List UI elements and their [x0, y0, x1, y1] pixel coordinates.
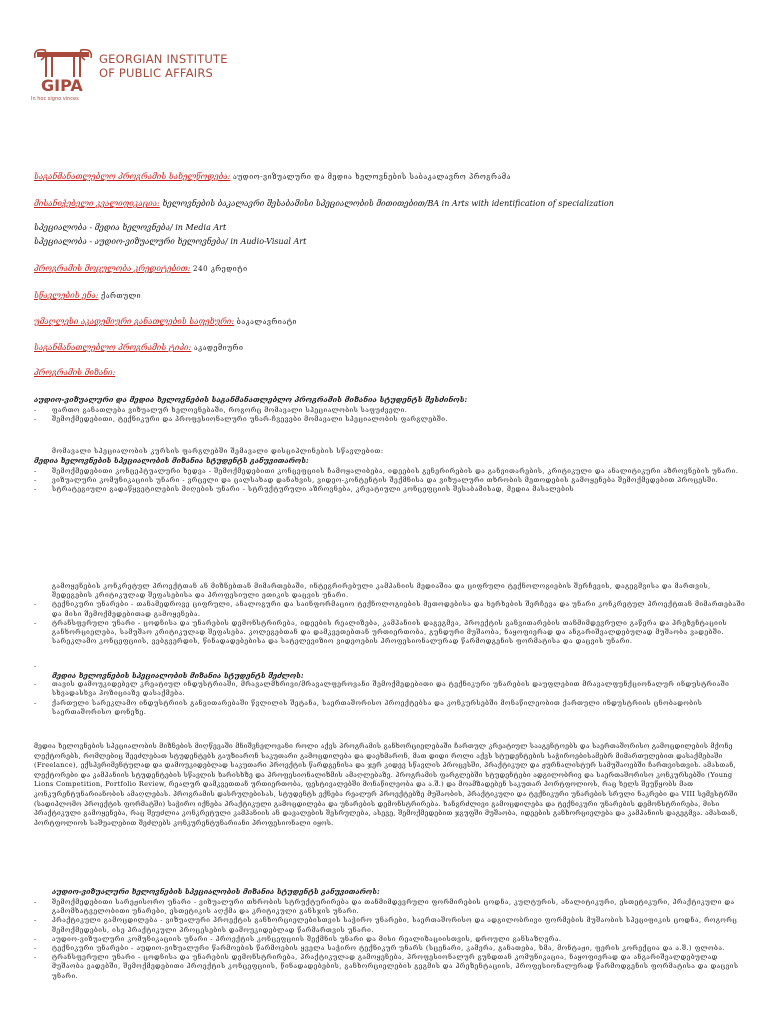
av-list [34, 898, 746, 981]
specialization-2: სპეციალობა - აუდიო-ვიზუალური ხელოვნება/ in Audio-Visual Art [34, 237, 307, 246]
media-list-continued [34, 582, 746, 646]
language-row [34, 291, 141, 301]
degree-row [34, 199, 614, 209]
logo-text [99, 52, 228, 80]
av-heading: აუდიო-ვიზუალური ხელოვნების სპეციალობის მიზანია სტუდენტს განუვითაროს: [52, 887, 380, 896]
list-item: - თავის დამოუკიდებელ კრეატიულ ინდუსტრიაში, მრავალმხრივი/მრავალფეროვანი შემოქმედებითი და ტექნიკური უნარების დაუფლებით მრავალფუნქციონალურ ინდუსტრიაში სხვადასხვა პოზიციაზე დასაქმება. [34, 680, 746, 698]
program-name-label: საგანმანათლებლო პროგრამის სახელწოდება: [34, 172, 231, 181]
list-item: - შემოქმედებითი კონცეპტუალური ხედვა - შემოქმედებითი კონცეფციის ჩამოყალიბება, იდეების გენერირების და განვითარების, კრიტიკული და ანალიტიკური აზროვნების უნარი. [34, 467, 746, 476]
list-item: - ტრანსფერული უნარი - ცოდნისა და უნარების დემონსტრირება, იდეების რეალიზება, კამპანიის დაგეგმვა, პროექტის განვითარების თანმიმდევრული გაწერა და პრეზენტაციის განხორციელება, სამუშაო კრიტიკულად შეფასება. კოლეგებთან და დამკვეთებთან ურთიერთობა, გუნდური მუშაობა, ნაყოფიერად და ანგარიშვალდებულად მუშაობა ვადებში. სარეკლამო კონცეფციის, ვებგვერდის, წინადადებებისა და სატელევიზიო ვიდეოების პროფესიონალურად წარმოდგენის ფორმატისა და დაცვის უნარი. [34, 619, 746, 647]
credits-row [34, 264, 248, 274]
media-list [34, 467, 746, 495]
list-item-continuation: გამოყენების კონკრეტულ პროექტთან ან მიზნებთან მიმართებაში, ინტეგრირებული კამპანიის მედიაშია და ციფრული ტექნოლოგიების შერჩევის, დაგეგმვისა და მართვის, შედეგების კრიტიკულად შეფასებისა და პროფესიული ეთიკის დაცვის უნარი. [52, 582, 711, 600]
credits-label: პროგრამის მოცულობა კრედიტებით: [34, 264, 191, 273]
logo-tagline: In hoc signo vinces [31, 96, 79, 102]
list-item: - ტექნიკური უნარები - თანამედროვე ციფრული, ანალოგური და საინფორმაციო ტექნოლოგიების მეთოდებისა და ხერხების შერჩევა და უნარი კონკრეტულ პროექტთან მიმართებაში და მისი შემოქმედებითად გამოყენება. [34, 600, 746, 618]
list-item: - აუდიო-ვიზუალური კომუნიკაციის უნარი - პროექტის კონცეფციის შექმნის უნარი და მისი რეალიზაციისთვის, დროული განსაზღვრა. [34, 935, 746, 944]
list-item: - სტრატეგიული გადაწყვეტილების მიღების უნარი - სტრუქტურული აზროვნება, კრეატიული კონცეფციის შესაბამისად, მედია მასალების [34, 485, 746, 494]
list-item: - შემოქმედებითი სარეჟისორო უნარი - ვიზუალური თხრობის სტრუქტურირება და თანმიმდევრული ფორმირების ცოდნა, კულტურის, ანალიტიკური, ესთეტიკური, პრაქტიკული და გამომხატველობითი უნარები, ესთეტიკის აღქმა და კრიტიკული განსჯის უნარი. [34, 898, 746, 916]
list-item: - ქართული სარეკლამო ინდუსტრიის განვითარებაში წვლილის შეტანა, საერთაშორისო პროექტებსა და კონკურსებში მონაწილეობით ქართული ინდუსტრიის ცნობადობის საერთაშორისო დონეზე. [34, 699, 746, 717]
degree-label: მისანიჭებელი კვალიფიკაცია: [34, 199, 160, 208]
list-item: - შემოქმედებითი, ტექნიკური და პროფესიონალური უნარ-ჩვევები მომავალი სპეციალობის ფარგლებში. [34, 415, 746, 424]
list-item-empty [34, 662, 746, 671]
list-item: - ფართო განათლება ვიზუალურ ხელოვნებაში, როგორც მომავალი სპეციალობის საფუძველი. [34, 406, 746, 415]
goals-label: პროგრამის მიზანი: [34, 368, 116, 377]
media-paragraph [34, 742, 738, 828]
program-type-value: აკადემიური [193, 344, 244, 352]
media-heading: მედია ხელოვნების სპეციალობის მიზანია სტუდენტს განუვითაროს: [34, 456, 309, 465]
specialization-1: სპეციალობა - მედია ხელოვნება/ in Media Art [34, 223, 227, 232]
degree-value: ხელოვნების ბაკალავრი შესაბამისი სპეციალობის მითითებით/BA in Arts with identification of specialization [162, 199, 614, 208]
media-text: მომავალი სპეციალობის კურსის ფარგლებში შემავალი დისციპლინების სწავლებით: [52, 447, 384, 455]
program-name-value: აუდიო-ვიზუალური და მედია ხელოვნების საბაკალავრო პროგრამა [232, 173, 511, 181]
goals-intro: აუდიო-ვიზუალური და მედია ხელოვნების საგანმანათლებლო პროგრამის მიზანია სტუდენტს შესძინოს: [34, 395, 468, 404]
column-logo-icon [31, 44, 95, 96]
degree-level-value: ბაკალავრიატი [236, 318, 298, 326]
language-label: სწავლების ენა: [34, 291, 99, 300]
logo-line-2: OF PUBLIC AFFAIRS [99, 66, 214, 80]
language-value: ქართული [101, 292, 142, 300]
paragraph-text: მედია ხელოვნების სპეციალობის მიზნების მიღწევაში მნიშვნელოვანი როლი აქვს პროგრამის განხორციელებაში ჩართულ კრეატიულ სააგენტოებს და საერთაშორისო გამოცდილების მქონე ლექტორებს, რომლებიც შეეძლებათ სტუდენტებს გაუზიარონ საკუთარი გამოცდილება და დაეხმარონ, მათ დიდი როლი აქვს სტუდენტების საჭიროებისამებრ მიმართულებით დასაქმებაში (Freelance), ექსპერიმენტულად და დამოუკიდებლად საკუთარი პროექტის წარდგენისა და ჯერ კიდევ სწავლის პროცესში, პრაქტიკულ და ჟურნალისტურ სამუშაოებში ჩართვისთვის. ამასთან, ლექტორები და კამპანიის სტუდენტების სწავლის ხარისხზე და პროფესიონალიზმის ამაღლებაზე. პროგრამის ფარგლებში სტუდენტები ადგილობრივ და საერთაშორისო კონკურსებში (Young Lions Competition, Portfolio Review, რეალურ დამკვეთთან ურთიერთობა, ფესტივალებში მონაწილეობა და ა.შ.) და მოამზადებენ საკუთარ პორტფოლიოს, რაც ხელს შეუწყობს მათ კონკურენტუნარიანობის ამაღლებას. პროგრამის დასრულებისას, სტუდენტს ექნება რეალურ პროექტებზე მუშაობის, პრაქტიკული და ტექნიკური უნარების სრული ნაკრები და VIII სემესტრში (სადიპლომო პროექტის ფორმატში) საჭირო იქნება პრაქტიკული გამოცდილება და უნარების დემონსტრირება. ხანგრძლივი გამოცდილება და ტექნიკური უნარების დემონსტრირება, მისი პრაქტიკული გამოყენება, რაც შეუძლია კონკრეტული კამპანიის ან დავალების შესრულება, ასევე, შემოქმედებით ჯგუფში მუშაობა, იდეების განხორციელება და კამპანიის დაგეგმვა. ამასთან, პორტფოლიოს საშუალებით შეძლებს კონკურენტუნარიანი პროფესიონალი იყოს. [34, 742, 738, 827]
program-type-label: საგანმანათლებლო პროგრამის ტიპი: [34, 343, 192, 352]
list-item: - ტრანსფერული უნარი - ცოდნისა და უნარების დემონსტრირება, პრაქტიკულად გამოყენება, პროფესიონალურ გუნდთან კომუნიკაცია, ნაყოფიერად და ანგარიშვალდებულად მუშაობა ვადებში, შემოქმედებითი პროექტის კონცეფციის, წინადადებების, განხორციელების გეგმის და პრეზენტაციის, პროფესიონალურად წარმოდგენის ფორმატისა და დაცვის უნარი. [34, 953, 746, 981]
logo-line-1: GEORGIAN INSTITUTE [99, 52, 228, 66]
student-section [34, 662, 746, 717]
svg-text:GIPA: GIPA [41, 76, 83, 95]
program-name-row [34, 172, 511, 182]
gipa-logo [31, 44, 291, 106]
student-heading: მედია ხელოვნების სპეციალობის მიზანია სტუდენტს შეძლოს: [52, 671, 304, 680]
degree-level-row [34, 317, 297, 327]
degree-level-label: უმაღლესი აკადემიური განათლების საფეხური: [34, 317, 235, 326]
list-item: - პრაქტიკული გამოცდილება - ვიზუალური პროექტის განხორციელებისთვის საჭირო უნარები, საერთაშორისო და ადგილობრივი ფორმების მუშაობის სპეციფიკის ცოდნა, როგორც შემოქმედების, ისე პრაქტიკული პროცესების დამოუკიდებლად წარმართვის უნარი. [34, 916, 746, 934]
list-item: - ვიზუალური კომუნიკაციის უნარი - ვრცელი და ცალსახად დანახვის, ვიდეო-კონტენტის შექმნისა და ვიზუალური თხრობის მეთოდების გამოყენება შემოქმედებით პროცესში. [34, 476, 746, 485]
program-type-row [34, 343, 244, 353]
list-item: - ტექნიკური უნარები - აუდიო-ვიზუალური წარმოების წარმოების ყველა საჭირო ტექნიკურ უნარს (სცენარი, კამერა, განათება, ხმა, მონტაჟი, ფერის კორექცია და ა.შ.) ფლობა. [34, 944, 746, 953]
goals-list [34, 406, 746, 424]
credits-value: 240 კრედიტი [193, 265, 248, 273]
